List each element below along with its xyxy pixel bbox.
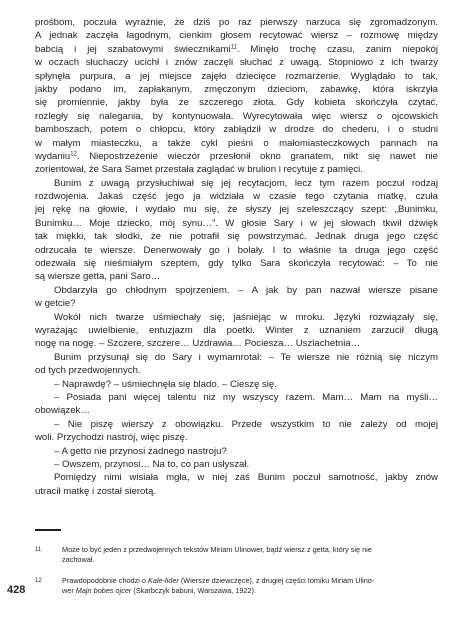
text-line: bamboszach, potem o chłopcu, który zabłądził w drodze do chederu, i o studni	[35, 124, 438, 136]
text-line: – Naprawdę? – uśmiechnęła się blado. – Cieszę się.	[54, 378, 277, 390]
text-line: woli. Przychodzi nastrój, więc piszę.	[35, 432, 188, 444]
text-line: spłynęła purpura, a jej miejsce zajęło dziecięce rozmarzenie. Wyglądało to tak,	[35, 70, 438, 82]
footnote-number: 11	[35, 547, 42, 553]
text-line: nogę na nogę. – Szczere, szczere… Uzdrawia… Pociesza… Uszlachetnia…	[35, 338, 361, 350]
footnote-number: 12	[35, 577, 42, 584]
text-line: Wokół nich twarze uśmiechały się, jaśniejąc w mroku. Języki rozwiązały się,	[54, 311, 438, 323]
text-line: odezwała się nieśmiałym szeptem, gdy tylko Sara skończyła recytować: – To nie	[35, 258, 438, 270]
footnote-12	[35, 576, 438, 597]
footnote-text: zachował.	[62, 555, 95, 565]
footnote-ref-11: 11	[230, 44, 237, 51]
text-line: – A getto nie przynosi żadnego nastroju?	[54, 445, 227, 457]
page-number: 428	[7, 584, 26, 596]
text-line: – Nie piszę wierszy z obowiązku. Przede wszystkim to nie zależy od mojej	[54, 418, 438, 430]
text-line: – Posiada pani więcej talentu niż my wszyscy razem. Mam… Mam na myśli…	[54, 391, 438, 403]
text-line: Obdarzyła go chłodnym spojrzeniem. – A jak by pan nazwał wiersze pisane	[54, 284, 438, 296]
text-line: Bunim przysunął się do Sary i wymamrotał: – Te wiersze nie różnią się niczym	[54, 351, 438, 363]
text-line: utracił matkę i został sierotą.	[35, 485, 157, 497]
text-line: tak miękki, tak słodki, że nie potrafił się powstrzymać. Jednak druga jego część	[35, 231, 438, 243]
text-line: prośbom, poczuła wyraźnie, że dziś po raz pierwszy narzuca się zgromadzonym.	[35, 17, 438, 28]
text-line: jakby podano im, zapłakanym, zmęczonym dzieciom, zabawkę, która iskrzyła	[35, 83, 438, 95]
text-line: w getcie?	[35, 298, 76, 310]
text-line: są wiersze getta, pani Saro…	[35, 271, 161, 283]
footnote-11	[35, 545, 438, 566]
text-line: A jednak zaczęła łagodnym, cienkim głosem recytować wiersz – rozmowę między	[35, 30, 438, 42]
text-line: rozdwojenia. Jakaś część jego ja widziała w czasie tego czytania matkę, czuła	[35, 191, 438, 203]
text-line: rozległy się nalegania, by kontynuowała. Wyrecytowała więc wiersz o ojcowskich	[35, 110, 438, 122]
text-line: Bunimku… Moje dziecko, mój synu…”. W głosie Sary i w jej słowach tkwił dźwięk	[35, 217, 438, 229]
text-line: się promiennie, jakby była ze szczerego złota. Gdy kobieta skończyła czytać,	[35, 97, 438, 109]
footnote-text: Prawdopodobnie chodzi o Kale-lider (Wiersze dziewczęce), z drugiej części tomiku Miriam Ulino-	[62, 575, 375, 585]
footnote-ref-12: 12	[70, 151, 77, 158]
text-line: w oczach słuchaczy ucichł i znów zaczęli słuchać z uwagą. Stopniowo z ich twarzy	[35, 57, 438, 69]
footnote-text: wer Majn bobes ojcer (Skarbczyk babuni, Warszawa, 1922).	[62, 586, 257, 596]
text-line: – Owszem, przynosi… Na to, co pan usłyszał.	[54, 458, 250, 470]
text-line: wyrażając uwielbienie, entuzjazm dla poetki. Winter z uznaniem zarzucił długą	[35, 324, 438, 336]
main-text	[35, 16, 438, 498]
text-line: zorientował, że Sara Samet przestała zaglądać w brulion i recytuje z pamięci.	[35, 164, 363, 176]
text-line: Pomiędzy nimi wisiała mgła, w niej zaś Bunim poczuł samotność, jakby znów	[54, 472, 438, 484]
text-line: babcią i jej szabatowymi świecznikami$^{11}$. Minęło trochę czasu, zanim niepokój	[35, 43, 438, 55]
text-line: od tych przedwojennych.	[35, 365, 141, 377]
text-line: jej rękę na głowie, i wydało mu się, że słyszy jej szeleszczący szept: „Bunimku,	[35, 204, 438, 216]
text-line: wydaniu$^{12}$. Niepostrzeżenie wieczór przesłonił okno granatem, nikt się nawet nie	[35, 150, 438, 162]
footnote-text: Może to być jeden z przedwojennych tekstów Miriam Ulinower, bądź wiersz z getta, który się nie	[62, 545, 372, 554]
text-line: Bunim z uwagą przysłuchiwał się jej recytacjom, lecz tym razem poczuł rodzaj	[54, 177, 438, 189]
footnote-divider	[35, 529, 61, 531]
text-line: odrzucała te wiersze. Denerwowały go i bolały. I to właśnie ta druga jego część	[35, 244, 438, 256]
text-line: obowiązek…	[35, 405, 90, 417]
text-line: w małym miasteczku, a także cykl pieśni o małomiasteczkowych pannach na	[35, 137, 438, 149]
footnotes	[35, 545, 438, 607]
